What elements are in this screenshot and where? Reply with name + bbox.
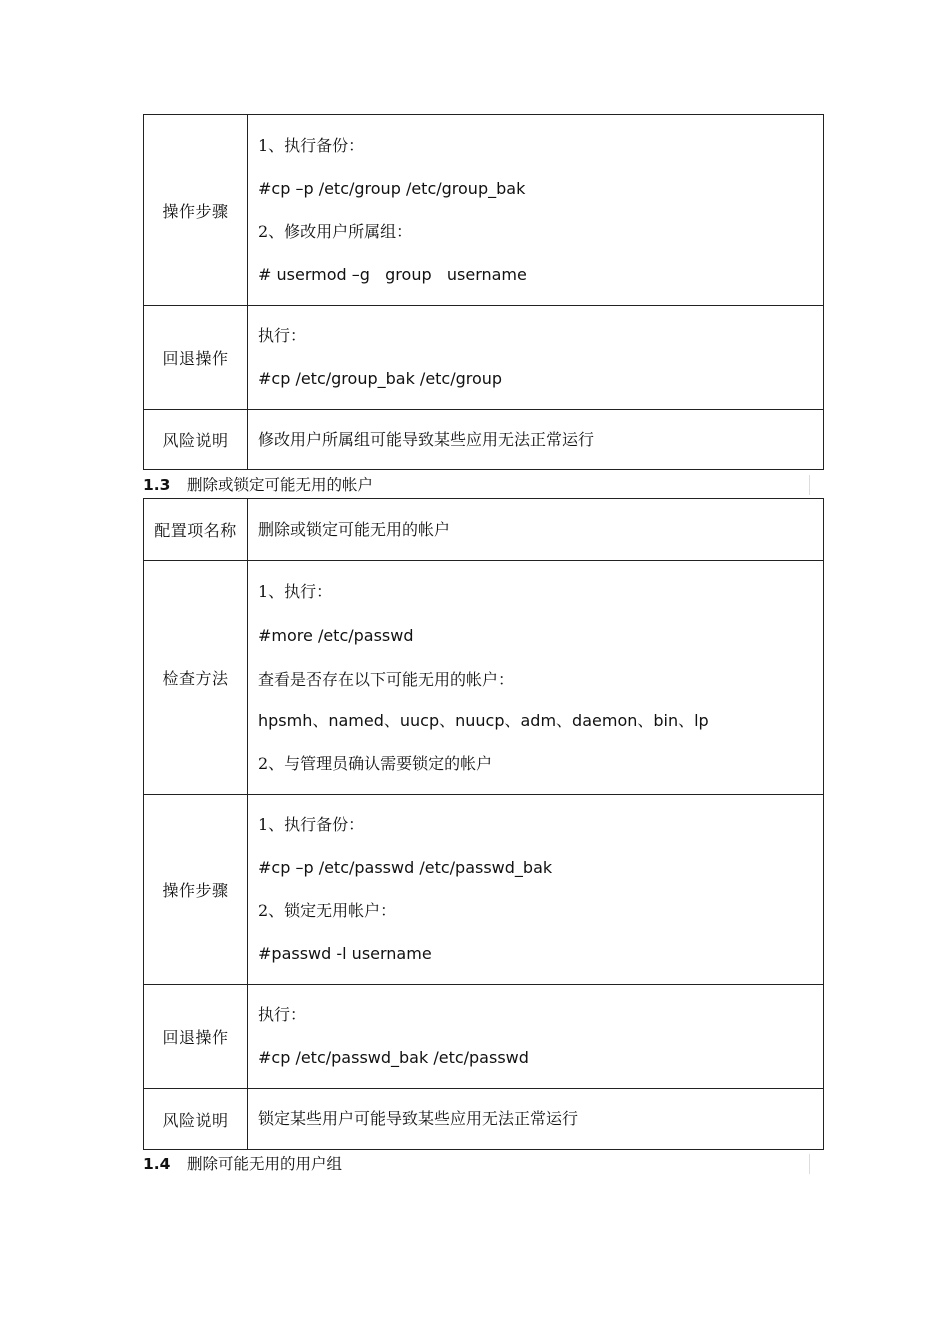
step-text: 2、锁定无用帐户： — [258, 901, 397, 920]
row-label: 回退操作 — [144, 985, 248, 1089]
table-row — [144, 1089, 824, 1150]
table-row — [144, 985, 824, 1089]
table-row — [144, 115, 824, 306]
table-row — [144, 499, 824, 561]
command-text: #cp /etc/group_bak /etc/group — [258, 369, 503, 388]
section-heading-1-4 — [143, 1154, 810, 1174]
config-item-name: 删除或锁定可能无用的帐户 — [258, 519, 451, 539]
step-text: 执行： — [258, 326, 307, 345]
table-group-change — [143, 114, 824, 470]
step-text: 1、执行备份： — [258, 815, 365, 834]
table-row — [144, 306, 824, 410]
step-text: 2、与管理员确认需要锁定的帐户 — [258, 753, 493, 773]
row-label: 配置项名称 — [144, 499, 248, 561]
account-list: hpsmh、named、uucp、nuucp、adm、daemon、bin、lp — [258, 710, 709, 730]
risk-text: 修改用户所属组可能导致某些应用无法正常运行 — [258, 429, 595, 449]
row-label: 检查方法 — [144, 561, 248, 795]
step-text: 2、修改用户所属组： — [258, 221, 413, 241]
section-heading-1-3 — [143, 475, 810, 495]
command-text: #cp /etc/passwd_bak /etc/passwd — [258, 1048, 529, 1067]
step-text: 1、执行： — [258, 581, 333, 601]
row-label: 风险说明 — [144, 410, 248, 470]
step-text: 1、执行备份： — [258, 135, 365, 155]
section-title: 删除或锁定可能无用的帐户 — [187, 476, 374, 494]
row-label: 回退操作 — [144, 306, 248, 410]
table-row — [144, 410, 824, 470]
step-text: 查看是否存在以下可能无用的帐户： — [258, 669, 515, 689]
command-text: #more /etc/passwd — [258, 625, 414, 645]
command-text: #cp –p /etc/passwd /etc/passwd_bak — [258, 858, 553, 877]
section-number: 1.4 — [143, 1155, 171, 1173]
section-title: 删除可能无用的用户组 — [187, 1155, 343, 1173]
row-label: 操作步骤 — [144, 115, 248, 306]
table-row — [144, 795, 824, 985]
section-number: 1.3 — [143, 476, 171, 494]
step-text: 执行： — [258, 1005, 307, 1024]
risk-text: 锁定某些用户可能导致某些应用无法正常运行 — [258, 1109, 579, 1128]
command-text: #passwd -l username — [258, 944, 432, 963]
command-text: # usermod –g group username — [258, 264, 527, 284]
row-label: 操作步骤 — [144, 795, 248, 985]
table-lock-accounts — [143, 498, 824, 1150]
row-label: 风险说明 — [144, 1089, 248, 1150]
table-row — [144, 561, 824, 795]
command-text: #cp –p /etc/group /etc/group_bak — [258, 178, 526, 198]
